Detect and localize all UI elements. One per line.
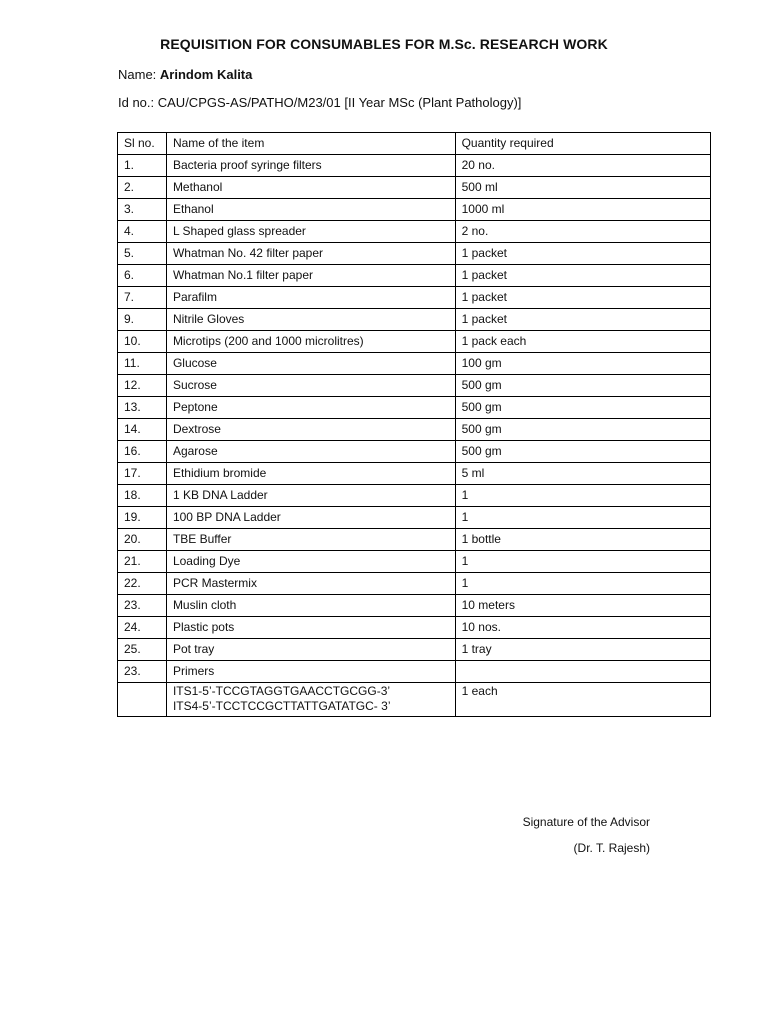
table-cell-qty: 10 meters [455, 595, 710, 617]
table-row [118, 221, 711, 243]
table-row [118, 485, 711, 507]
table-cell-item: Pot tray [166, 639, 455, 661]
table-cell-qty: 1 tray [455, 639, 710, 661]
table-cell-item: Bacteria proof syringe filters [166, 155, 455, 177]
table-cell-item: Methanol [166, 177, 455, 199]
table-row [118, 353, 711, 375]
document-title: REQUISITION FOR CONSUMABLES FOR M.Sc. RESEARCH WORK [160, 36, 608, 52]
table-cell-item: Glucose [166, 353, 455, 375]
table-cell-qty: 500 gm [455, 419, 710, 441]
consumables-table [117, 132, 711, 717]
table-cell-item: Plastic pots [166, 617, 455, 639]
table-cell-sl: 19. [118, 507, 167, 529]
table-cell-sl: 24. [118, 617, 167, 639]
table-cell-qty: 500 gm [455, 375, 710, 397]
table-row [118, 507, 711, 529]
table-cell-qty: 1000 ml [455, 199, 710, 221]
table-cell-item: Whatman No. 42 filter paper [166, 243, 455, 265]
table-cell-item: 1 KB DNA Ladder [166, 485, 455, 507]
table-cell-sl: 5. [118, 243, 167, 265]
table-cell-sl: 23. [118, 661, 167, 683]
table-row [118, 573, 711, 595]
table-cell-qty: 500 ml [455, 177, 710, 199]
table-cell-sl: 20. [118, 529, 167, 551]
table-row [118, 243, 711, 265]
student-id-line: Id no.: CAU/CPGS-AS/PATHO/M23/01 [II Year MSc (Plant Pathology)] [118, 95, 522, 110]
advisor-name: (Dr. T. Rajesh) [573, 841, 650, 855]
primer-its4: ITS4-5’-TCCTCCGCTTATTGATATGC- 3’ [172, 699, 391, 713]
table-cell-sl: 4. [118, 221, 167, 243]
table-header-row [118, 133, 711, 155]
table-row [118, 331, 711, 353]
table-cell-sl: 14. [118, 419, 167, 441]
table-cell-item: Dextrose [166, 419, 455, 441]
table-cell-item: Muslin cloth [166, 595, 455, 617]
table-row [118, 397, 711, 419]
table-cell-item: Agarose [166, 441, 455, 463]
table-cell-item: Peptone [166, 397, 455, 419]
table-cell-sl: 13. [118, 397, 167, 419]
table-cell-item: PCR Mastermix [166, 573, 455, 595]
table-cell-sl [118, 683, 167, 717]
table-cell-item: Nitrile Gloves [166, 309, 455, 331]
table-row [118, 199, 711, 221]
table-cell-qty: 500 gm [455, 441, 710, 463]
table-cell-qty: 2 no. [455, 221, 710, 243]
table-cell-qty: 1 packet [455, 243, 710, 265]
table-cell-item: Ethidium bromide [166, 463, 455, 485]
table-cell-qty: 1 bottle [455, 529, 710, 551]
table-cell-item: Microtips (200 and 1000 microlitres) [166, 331, 455, 353]
table-cell-qty: 20 no. [455, 155, 710, 177]
table-cell-sl: 7. [118, 287, 167, 309]
table-cell-sl: 10. [118, 331, 167, 353]
header-quantity: Quantity required [455, 133, 710, 155]
table-row [118, 265, 711, 287]
table-row [118, 529, 711, 551]
primer-its1: ITS1-5’-TCCGTAGGTGAACCTGCGG-3’ [172, 684, 391, 698]
table-row [118, 375, 711, 397]
student-name-line [118, 67, 252, 82]
table-cell-item: Sucrose [166, 375, 455, 397]
header-sl-no: Sl no. [118, 133, 167, 155]
table-cell-sl: 18. [118, 485, 167, 507]
table-cell-item: Ethanol [166, 199, 455, 221]
table-row [118, 661, 711, 683]
table-row [118, 639, 711, 661]
table-row [118, 287, 711, 309]
table-cell-qty: 100 gm [455, 353, 710, 375]
table-cell-item: 100 BP DNA Ladder [166, 507, 455, 529]
table-cell-qty: 1 pack each [455, 331, 710, 353]
table-cell-qty: 500 gm [455, 397, 710, 419]
table-row [118, 463, 711, 485]
table-row [118, 309, 711, 331]
table-cell-sl: 9. [118, 309, 167, 331]
table-cell-sl: 22. [118, 573, 167, 595]
student-name: Arindom Kalita [159, 67, 253, 82]
table-cell-sl: 17. [118, 463, 167, 485]
table-cell-sl: 12. [118, 375, 167, 397]
table-row [118, 595, 711, 617]
table-row [118, 551, 711, 573]
table-cell-qty: 1 packet [455, 287, 710, 309]
table-cell-item: L Shaped glass spreader [166, 221, 455, 243]
table-cell-sl: 21. [118, 551, 167, 573]
table-cell-qty: 1 packet [455, 309, 710, 331]
table-cell-sl: 3. [118, 199, 167, 221]
table-cell-qty: 1 [455, 485, 710, 507]
table-row [118, 441, 711, 463]
table-row [118, 617, 711, 639]
table-cell-qty: 1 [455, 551, 710, 573]
table-body [118, 155, 711, 717]
table-cell-item: Parafilm [166, 287, 455, 309]
name-label: Name: [118, 67, 160, 82]
table-cell-qty: 1 each [455, 683, 710, 717]
table-cell-qty: 10 nos. [455, 617, 710, 639]
table-row [118, 155, 711, 177]
table-cell-item [166, 683, 455, 717]
table-cell-sl: 1. [118, 155, 167, 177]
table-cell-sl: 23. [118, 595, 167, 617]
table-cell-qty: 5 ml [455, 463, 710, 485]
table-cell-sl: 11. [118, 353, 167, 375]
table-cell-qty [455, 661, 710, 683]
table-cell-sl: 2. [118, 177, 167, 199]
table-row [118, 419, 711, 441]
table-cell-qty: 1 [455, 573, 710, 595]
table-cell-item: Primers [166, 661, 455, 683]
table-cell-item: TBE Buffer [166, 529, 455, 551]
signature-title: Signature of the Advisor [522, 815, 650, 829]
table-row [118, 177, 711, 199]
table-row-primers-detail [118, 683, 711, 717]
table-cell-sl: 25. [118, 639, 167, 661]
table-cell-sl: 16. [118, 441, 167, 463]
table-cell-qty: 1 packet [455, 265, 710, 287]
header-item-name: Name of the item [166, 133, 455, 155]
table-cell-item: Loading Dye [166, 551, 455, 573]
table-cell-item: Whatman No.1 filter paper [166, 265, 455, 287]
table-cell-qty: 1 [455, 507, 710, 529]
table-cell-sl: 6. [118, 265, 167, 287]
